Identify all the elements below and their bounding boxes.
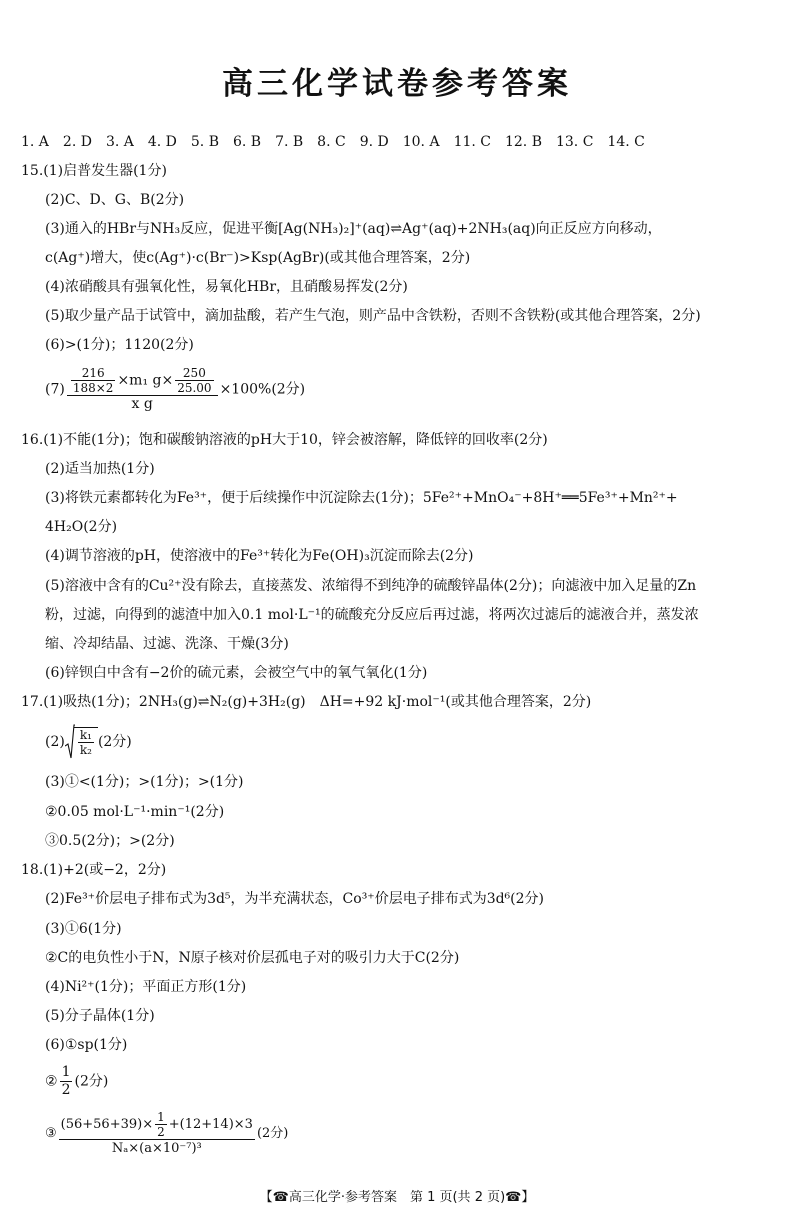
numerator-part-a: (56+56+39)× [60, 1117, 154, 1132]
frac2-numerator: 250 [182, 366, 206, 380]
page-footer: 【☎高三化学·参考答案 第 1 页(共 2 页)☎】 [259, 1190, 535, 1205]
fraction-denominator: 2 [61, 1082, 71, 1098]
q18-part3: (3)①6(1分) [45, 921, 122, 937]
mass-term: ×m₁ g× [117, 372, 174, 389]
q16-part5-line3: 缩、冷却结晶、过滤、洗涤、干燥(3分) [45, 636, 289, 652]
item-label: ② [45, 1073, 58, 1090]
rate-constant-k1: k₁ [79, 728, 92, 742]
q15-part1: 15.(1)启普发生器(1分) [21, 163, 167, 179]
q15-part5: (5)取少量产品于试管中，滴加盐酸，若产生气泡，则产品中含铁粉，否则不含铁粉(或其他合理答案，2分) [45, 308, 701, 324]
q15-part6: (6)>(1分)；1120(2分) [45, 337, 194, 353]
q18-part4: (4)Ni²⁺(1分)；平面正方形(1分) [45, 979, 247, 995]
q16-part5-line2: 粉，过滤，向得到的滤渣中加入0.1 mol·L⁻¹的硫酸充分反应后再过滤，将两次过滤后的滤液合并，蒸发浓 [45, 607, 699, 623]
q18-part2: (2)Fe³⁺价层电子排布式为3d⁵，为半充满状态，Co³⁺价层电子排布式为3d⁶(2分) [45, 891, 545, 907]
half-denominator: 2 [157, 1125, 165, 1139]
half-numerator: 1 [157, 1110, 165, 1124]
formula-tail: ×100%(2分) [219, 381, 306, 398]
item-label: ③ [45, 1126, 57, 1141]
score-note: (2分) [97, 734, 132, 750]
q18-part5: (5)分子晶体(1分) [45, 1008, 155, 1024]
q16-part2: (2)适当加热(1分) [45, 461, 155, 477]
mc-answers: 1. A 2. D 3. A 4. D 5. B 6. B 7. B 8. C 9. D 10. A 11. C 12. B 13. C 14. C [21, 134, 645, 150]
frac2-denominator: 25.00 [177, 381, 212, 395]
q18-part6-item3-formula [45, 1110, 288, 1157]
q16-part3-line2: 4H₂O(2分) [45, 519, 118, 535]
q17-part3-item2: ②0.05 mol·L⁻¹·min⁻¹(2分) [45, 804, 225, 820]
frac1-denominator: 188×2 [72, 381, 114, 395]
q16-part5-line1: (5)溶液中含有的Cu²⁺没有除去，直接蒸发、浓缩得不到纯净的硫酸锌晶体(2分)；向滤液中加入足量的Zn [45, 578, 697, 594]
q15-part3-line1: (3)通入的HBr与NH₃反应，促进平衡[Ag(NH₃)₂]⁺(aq)⇌Ag⁺(aq)+2NH₃(aq)向正反应方向移动， [45, 221, 662, 237]
q17-part1: 17.(1)吸热(1分)；2NH₃(g)⇌N₂(g)+3H₂(g) ΔH=+92 kJ·mol⁻¹(或其他合理答案，2分) [21, 694, 592, 710]
q15-part4: (4)浓硝酸具有强氧化性，易氧化HBr，且硝酸易挥发(2分) [45, 279, 408, 295]
score-note: (2分) [256, 1126, 289, 1141]
q16-part6: (6)锌钡白中含有−2价的硫元素，会被空气中的氧气氧化(1分) [45, 665, 428, 681]
q15-part3-line2: c(Ag⁺)增大，使c(Ag⁺)·c(Br⁻)>Ksp(AgBr)(或其他合理答案，2分) [45, 250, 471, 266]
q18-part3-item2: ②C的电负性小于N，N原子核对价层孤电子对的吸引力大于C(2分) [45, 950, 460, 966]
score-note: (2分) [74, 1073, 109, 1090]
q15-part7-formula [45, 366, 305, 413]
q15-part2: (2)C、D、G、B(2分) [45, 192, 185, 208]
q18-part1: 18.(1)+2(或−2，2分) [21, 862, 167, 878]
part-label: (2) [45, 734, 65, 750]
q17-part3: (3)①<(1分)；>(1分)；>(1分) [45, 774, 244, 790]
rate-constant-k2: k₂ [79, 743, 92, 757]
document-title: 高三化学试卷参考答案 [222, 66, 572, 102]
part-label: (7) [45, 381, 65, 398]
main-denominator: x g [67, 395, 218, 413]
q16-part4: (4)调节溶液的pH，使溶液中的Fe³⁺转化为Fe(OH)₃沉淀而除去(2分) [45, 548, 474, 564]
q16-part1: 16.(1)不能(1分)；饱和碳酸钠溶液的pH大于10，锌会被溶解，降低锌的回收率(2分) [21, 432, 548, 448]
q16-part3-line1: (3)将铁元素都转化为Fe³⁺，便于后续操作中沉淀除去(1分)；5Fe²⁺+MnO₄⁻+8H⁺══5Fe³⁺+Mn²⁺+ [45, 490, 678, 506]
q17-part2-formula [45, 724, 132, 760]
fraction-numerator: 1 [61, 1064, 71, 1080]
density-denominator: Nₐ×(a×10⁻⁷)³ [59, 1139, 255, 1157]
q18-part6: (6)①sp(1分) [45, 1037, 128, 1053]
sqrt-symbol [65, 724, 98, 760]
q18-part6-item2-formula [45, 1064, 108, 1099]
frac1-numerator: 216 [81, 366, 105, 380]
q17-part3-item3: ③0.5(2分)；>(2分) [45, 833, 175, 849]
numerator-part-b: +(12+14)×3 [168, 1117, 253, 1132]
